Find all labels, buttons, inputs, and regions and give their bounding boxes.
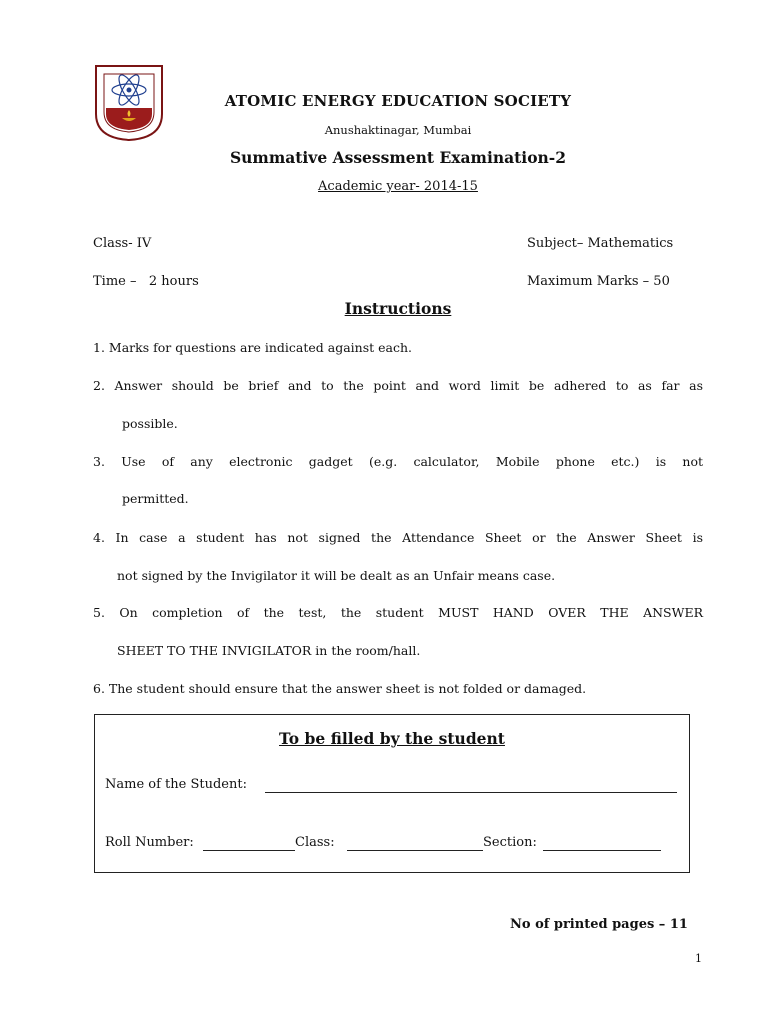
instructions-heading — [0, 299, 768, 318]
society-location: Anushaktinagar, Mumbai — [324, 123, 472, 137]
academic-year — [0, 179, 768, 194]
society-name: ATOMIC ENERGY EDUCATION SOCIETY — [224, 92, 572, 110]
roll-number-label: Roll Number: — [105, 835, 194, 850]
instruction-3-line-2: permitted. — [122, 491, 189, 506]
instructions-heading-text: Instructions — [344, 299, 452, 318]
printed-pages-count: No of printed pages – 11 — [510, 917, 688, 932]
instruction-5-line-2: SHEET TO THE INVIGILATOR in the room/hall. — [117, 643, 421, 658]
time-label: Time – 2 hours — [93, 274, 199, 289]
student-box-title — [95, 729, 689, 748]
class-field[interactable] — [347, 850, 483, 851]
section-label: Section: — [483, 835, 537, 850]
subject-label: Subject– Mathematics — [527, 236, 674, 251]
roll-number-field[interactable] — [203, 850, 295, 851]
instruction-1: 1. Marks for questions are indicated against each. — [93, 340, 412, 355]
class-label: Class- IV — [93, 236, 152, 251]
class-field-label: Class: — [295, 835, 335, 850]
instruction-5-line-1: 5. On completion of the test, the student MUST HAND OVER THE ANSWER — [93, 605, 703, 620]
student-details-box — [94, 714, 690, 873]
instruction-2-line-2: possible. — [122, 416, 178, 431]
student-name-field[interactable] — [265, 792, 677, 793]
instruction-4-line-2: not signed by the Invigilator it will be dealt as an Unfair means case. — [117, 568, 556, 583]
student-box-title-text: To be filled by the student — [279, 729, 505, 748]
instruction-6: 6. The student should ensure that the answer sheet is not folded or damaged. — [93, 681, 587, 696]
academic-year-text: Academic year- 2014-15 — [318, 179, 478, 194]
page-number: 1 — [695, 952, 702, 965]
instruction-3-line-1: 3. Use of any electronic gadget (e.g. calculator, Mobile phone etc.) is not — [93, 454, 703, 469]
student-name-label: Name of the Student: — [105, 777, 247, 792]
instruction-4-line-1: 4. In case a student has not signed the Attendance Sheet or the Answer Sheet is — [93, 530, 703, 545]
section-field[interactable] — [543, 850, 661, 851]
max-marks-label: Maximum Marks – 50 — [527, 274, 670, 289]
exam-title: Summative Assessment Examination-2 — [229, 148, 567, 167]
instruction-2-line-1: 2. Answer should be brief and to the point and word limit be adhered to as far as — [93, 378, 703, 393]
